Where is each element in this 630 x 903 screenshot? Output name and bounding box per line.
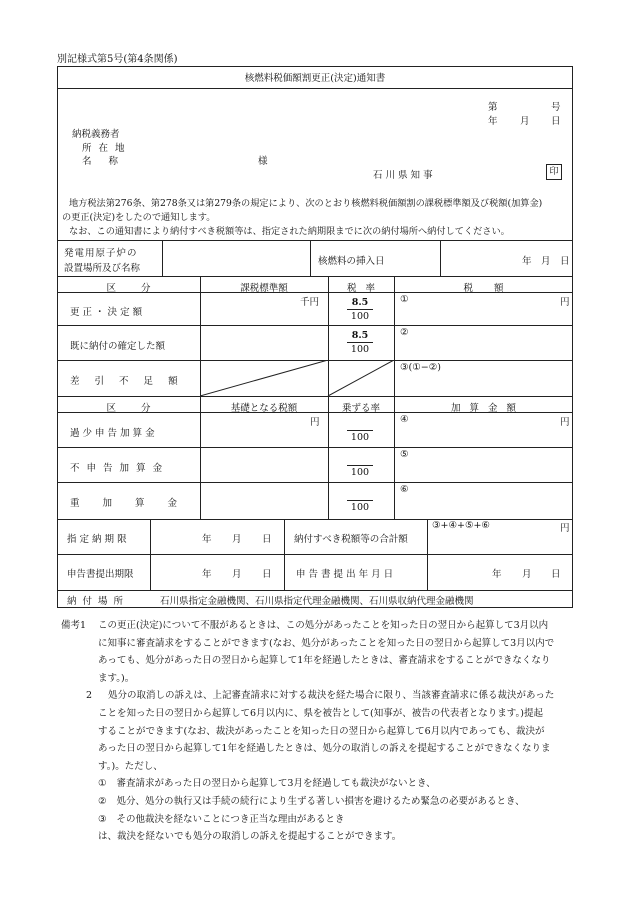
taxpayer-sama: 様 (258, 156, 268, 167)
tax-row-label: 差 引 不 足 額 (70, 376, 178, 387)
tax-header-rate: 税 率 (346, 283, 376, 294)
unit-en: 円 (560, 417, 570, 428)
intro-line-1: 地方税法第276条、第278条又は第279条の規定により、次のとおり核燃料税価額割の課税標準額及び税額(加算金) (69, 198, 543, 209)
remark-1-line: ます。)。 (98, 672, 135, 684)
surcharge-mark: ④ (400, 414, 409, 425)
surcharge-rate: 100 (345, 487, 375, 514)
filing-date-label: 申 告 書 提 出 年 月 日 (296, 569, 394, 580)
tax-header-base: 課税標準額 (240, 283, 288, 294)
remark-1-line: に知事に審査請求をすることができます(なお、処分があったことを知った日の翌日から起算して3月以内で (98, 637, 555, 649)
intro-line-2: の更正(決定)をしたので通知します。 (62, 212, 216, 223)
total-unit: 円 (560, 523, 570, 534)
intro-line-3: なお、この通知書により納付すべき税額等は、指定された納期限までに次の納付場所へ納付してください。 (69, 226, 510, 237)
tax-row-label: 更 正 ・ 決 定 額 (70, 307, 143, 318)
surcharge-rate: 100 (345, 452, 375, 479)
surcharge-mark: ⑤ (400, 449, 409, 460)
surcharge-row-label: 重 加 算 金 (70, 498, 178, 509)
remarks (61, 617, 584, 846)
payment-place-value: 石川県指定金融機関、石川県指定代理金融機関、石川県収納代理金融機関 (160, 596, 474, 607)
insert-date-year: 年 (522, 256, 532, 267)
remark-item-mark: ③ (98, 813, 107, 825)
surcharge-header-amount: 加 算 金 額 (450, 403, 517, 414)
date-month: 月 (520, 116, 530, 127)
remark-1-line: あっても、処分があった日の翌日から起算して1年を経過したときは、審査請求をすることができなくなり (98, 655, 551, 667)
unit-senen: 千円 (300, 297, 320, 308)
remark-2-line: ことを知った日の翌日から起算して6月以内に、県を被告として(知事が、被告の代表者となります。)提起 (98, 707, 543, 719)
surcharge-row-label: 過 少 申 告 加 算 金 (70, 428, 155, 439)
filing-due-day: 日 (262, 569, 272, 580)
taxpayer-address-label: 所 在 地 (82, 143, 127, 154)
remark-2-line: 処分の取消しの訴えは、上記審査請求に対する裁決を経た場合に限り、当該審査請求に係る裁決があった (108, 690, 555, 702)
seal-mark: 印 (546, 164, 562, 180)
filing-date-year: 年 (492, 569, 502, 580)
insert-date-month: 月 (541, 256, 551, 267)
date-year: 年 (488, 116, 498, 127)
total-formula: ③+④+⑤+⑥ (432, 520, 490, 531)
unit-en: 円 (560, 297, 570, 308)
insert-date-day: 日 (560, 256, 570, 267)
surcharge-header-base: 基礎となる税額 (230, 403, 298, 414)
notice-form (57, 66, 573, 608)
number-go: 号 (551, 102, 561, 113)
facility-label-2: 設置場所及び名称 (64, 263, 141, 274)
tax-header-amount: 税 額 (463, 283, 504, 294)
taxpayer-label: 納税義務者 (72, 129, 120, 140)
remark-item-mark: ② (98, 795, 107, 807)
due-day: 日 (262, 534, 272, 545)
filing-date-day: 日 (551, 569, 561, 580)
filing-due-month: 月 (232, 569, 242, 580)
tax-row-label: 既に納付の確定した額 (70, 341, 166, 352)
tax-rate: 8.5 100 (345, 296, 375, 323)
blank-cell-diagonal (200, 360, 394, 396)
surcharge-rate: 100 (345, 417, 375, 444)
unit-en: 円 (310, 417, 320, 428)
remark-item: その他裁決を経ないことにつき正当な理由があるとき (116, 813, 345, 825)
filing-date-month: 月 (522, 569, 532, 580)
remark-final: は、裁決を経ないでも処分の取消しの訴えを提起することができます。 (98, 831, 402, 843)
surcharge-header-rate: 乗ずる率 (341, 403, 380, 414)
taxpayer-name-label: 名 称 (82, 156, 119, 167)
tax-rate: 8.5 100 (345, 329, 375, 356)
surcharge-mark: ⑥ (400, 484, 409, 495)
facility-label-1: 発電用原子炉の (64, 248, 138, 259)
due-date-label: 指 定 納 期 限 (67, 534, 127, 545)
remark-2-line: あった日の翌日から起算して1年を経過したときは、処分の取消しの訴えを提起することができなくなりま (98, 743, 551, 755)
remark-2-line: す。)。ただし、 (98, 760, 163, 772)
total-amount-label: 納付すべき税額等の合計額 (294, 534, 408, 545)
surcharge-header-kubun: 区 分 (106, 403, 151, 414)
payment-place-label: 納 付 場 所 (67, 596, 124, 607)
surcharge-row-label: 不 申 告 加 算 金 (70, 463, 163, 474)
due-year: 年 (202, 534, 212, 545)
tax-mark: ③(①−②) (400, 362, 441, 373)
form-label: 別記様式第5号(第4条関係) (57, 54, 178, 65)
insert-date-label: 核燃料の挿入日 (318, 256, 385, 267)
filing-due-year: 年 (202, 569, 212, 580)
form-title: 核燃料税価額割更正(決定)通知書 (244, 73, 386, 84)
remark-2-line: することができます(なお、裁決があったことを知った日の翌日から起算して6月以内であっても、裁決が (98, 725, 545, 737)
remark-1-lead: 備考1 (61, 620, 87, 631)
date-day: 日 (551, 116, 561, 127)
remark-item: 処分、処分の執行又は手続の続行により生ずる著しい損害を避けるため緊急の必要があるとき、 (116, 795, 525, 807)
remark-item: 審査請求があった日の翌日から起算して3月を経過しても裁決がないとき、 (116, 778, 436, 790)
tax-mark: ① (400, 294, 409, 305)
tax-mark: ② (400, 327, 409, 338)
remark-item-mark: ① (98, 778, 107, 790)
remark-2-lead: 2 (86, 690, 93, 702)
due-month: 月 (232, 534, 242, 545)
remark-1-line: この更正(決定)について不服があるときは、この処分があったことを知った日の翌日から起算して3月以内 (98, 620, 549, 631)
issuer-name: 石 川 県 知 事 (373, 170, 433, 181)
number-dai: 第 (488, 102, 498, 113)
tax-header-kubun: 区 分 (106, 283, 151, 294)
filing-due-label: 申告書提出期限 (67, 569, 134, 580)
